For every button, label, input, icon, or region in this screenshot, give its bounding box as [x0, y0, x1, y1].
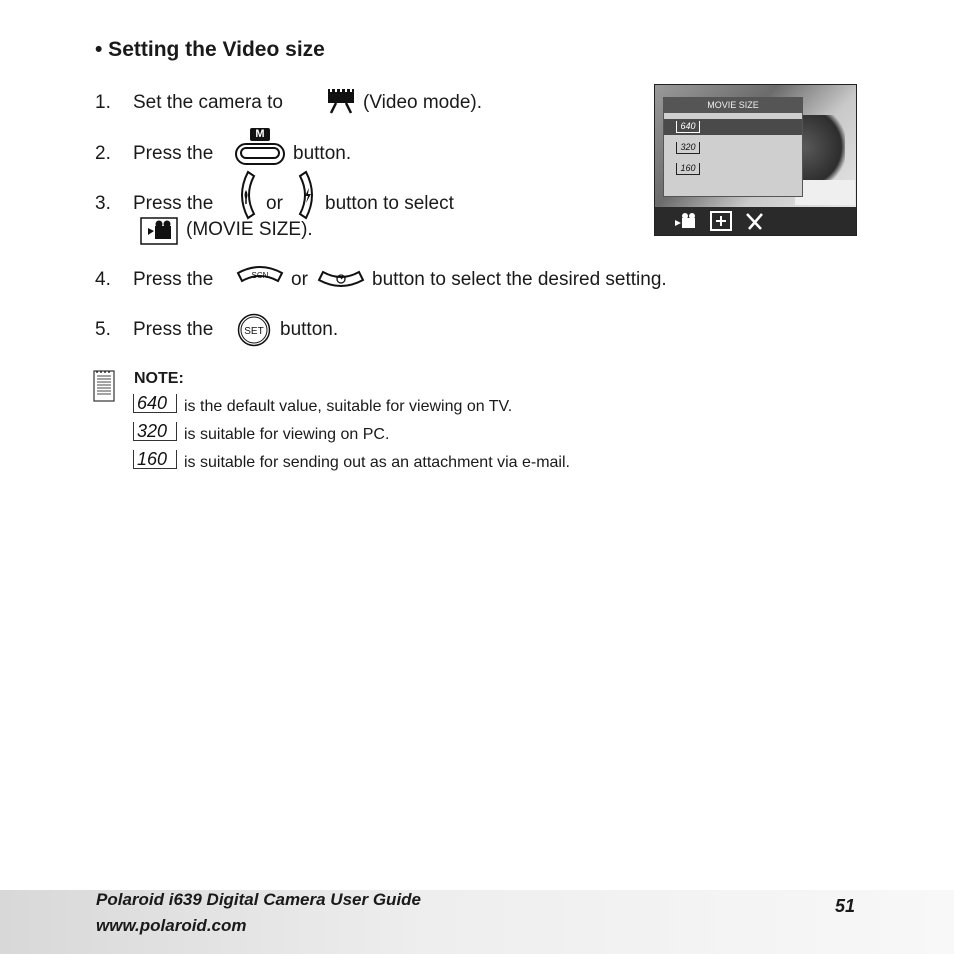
footer-title: Polaroid i639 Digital Camera User Guide [96, 890, 422, 909]
camera-lcd-screenshot [654, 84, 857, 236]
movie-size-icon [140, 217, 178, 245]
menu-key-label: M [250, 128, 270, 141]
note-item-320: is suitable for viewing on PC. [184, 426, 390, 443]
menu-title: MOVIE SIZE [664, 98, 802, 113]
setup-tab-icon[interactable] [741, 210, 769, 232]
note-icon [92, 369, 116, 403]
set-label: SET [244, 326, 264, 337]
step-3 [0, 192, 640, 252]
step-text: (Video mode). [363, 92, 482, 113]
step-number: 3. [95, 193, 111, 214]
video-mode-icon [326, 87, 356, 115]
size-label: 160 [137, 449, 168, 469]
page-number: 51 [835, 896, 856, 916]
menu-option-160[interactable] [664, 161, 802, 177]
page-footer [0, 890, 954, 954]
scene-up-button-icon [235, 265, 285, 287]
flash-right-button-icon [296, 170, 322, 220]
step-number: 4. [95, 269, 111, 290]
or-text: or [266, 193, 283, 214]
note-label: NOTE: [134, 370, 184, 387]
menu-option-320[interactable] [664, 140, 802, 156]
section-heading: • Setting the Video size [95, 38, 325, 61]
step-text: Press the [133, 269, 214, 290]
option-label: 160 [676, 163, 700, 175]
step-text: button to select [325, 193, 454, 214]
scene-label: SCN [251, 271, 269, 280]
step-text: button. [280, 319, 339, 340]
background-photo-paper [795, 180, 855, 205]
size-160-icon [133, 450, 177, 470]
step-number: 1. [95, 92, 111, 113]
movie-size-menu [663, 97, 803, 197]
size-label: 320 [137, 421, 168, 441]
movie-tab-icon[interactable] [671, 210, 699, 232]
camera-tab-bar [655, 207, 857, 236]
footer-url: www.polaroid.com [96, 916, 247, 935]
step-text: button to select the desired setting. [372, 269, 667, 290]
step-number: 5. [95, 319, 111, 340]
step-text: Set the camera to [133, 92, 283, 113]
note-item-640: is the default value, suitable for viewing on TV. [184, 398, 513, 415]
selftimer-down-button-icon [316, 268, 366, 290]
menu-button-icon [235, 128, 287, 168]
step-number: 2. [95, 143, 111, 164]
set-button-icon [236, 313, 272, 347]
note-item-160: is suitable for sending out as an attachment via e-mail. [184, 454, 570, 471]
step-text: button. [293, 143, 352, 164]
frame-tab-icon[interactable] [707, 210, 735, 232]
step-text: Press the [133, 319, 214, 340]
size-320-icon [133, 422, 177, 442]
or-text: or [291, 269, 308, 290]
step-text: Press the [133, 193, 214, 214]
size-640-icon [133, 394, 177, 414]
option-label: 320 [676, 142, 700, 154]
step-text: Press the [133, 143, 214, 164]
option-label: 640 [676, 121, 700, 133]
size-label: 640 [137, 393, 168, 413]
macro-left-button-icon [232, 170, 258, 220]
menu-option-640[interactable] [664, 119, 802, 135]
step-text: (MOVIE SIZE). [186, 219, 313, 240]
